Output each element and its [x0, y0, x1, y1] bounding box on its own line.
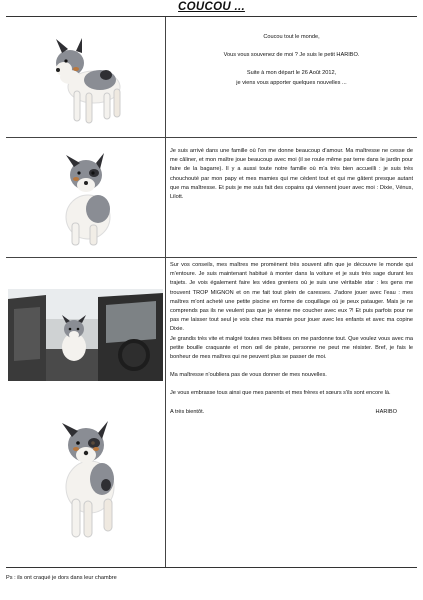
closing-text: A très bientôt.	[170, 408, 205, 415]
page-title: COUCOU ...	[178, 1, 245, 13]
news-paragraph: Ma maîtresse n'oubliera pas de vous donner de mes nouvelles.	[170, 372, 327, 379]
intro-line-2: Vous vous souvenez de moi ? Je suis le petit HARIBO.	[223, 52, 360, 59]
intro-line-1: Coucou tout le monde,	[263, 34, 320, 40]
puppy-photo-2	[6, 145, 165, 249]
hugs-paragraph: Je vous embrasse tous ainsi que mes parents et mes frères et sœurs s'ils sont encore là.	[170, 390, 391, 397]
column-divider	[165, 17, 166, 567]
signoff	[170, 408, 413, 417]
intro-text	[170, 33, 413, 88]
postscript: Ps : ils ont craqué je dors dans leur chambre	[6, 575, 117, 581]
family-text	[170, 147, 413, 202]
car-photo	[6, 289, 165, 381]
family-paragraph: Je suis arrivé dans une famille où l'on me donne beaucoup d'amour. Ma maîtresse ne cesse de me câliner, et mon maître joue beaucoup avec moi (il se roule même par terre dans le jardin pour faire de la bagarre). Il y a aussi toute notre famille où m'a très bien accueilli : je suis très chouchouté par mon papy et mes mamies qui me cèdent tout et qui me gâtent presque autant que ma maîtresse. Et puis je me suis fait des copains qui viennent jouer avec moi : Dixie, Vénus, Lilott.	[170, 148, 413, 201]
puppy-photo-3	[6, 401, 165, 543]
intro-line-3: Suite à mon départ le 26 Août 2012,	[246, 70, 337, 77]
row-divider	[6, 137, 417, 138]
signature: HARIBO	[375, 408, 397, 415]
growing-paragraph: Je grandis très vite et malgré toutes mes bêtises on me pardonne tout. Que voulez vous avec ma petite bouille craquante et mon œil de pirate, personne ne peut me résister. Bref, je fais le bonheur de mes maîtres qui ne peuvent plus se passer de moi.	[170, 335, 413, 361]
walks-paragraph: Sur vos conseils, mes maîtres me promènent très souvent afin que je découvre le monde qui m'entoure. Je suis maintenant habitué à monter dans la voiture et je suis très sage durant les trajets. Je vois également faire les vides greniers où je suis une véritable star : les gens me trouvent TROP MIGNON et on me fait tout plein de caresses. J'adore jouer avec l'eau : mes maîtres m'ont acheté une petite piscine en forme de coquillage où je peux patauger. Mais je ne comprends pas ils ne veulent pas que je vienne me coucher avec eux ?! Et puis parfois pour ne pas me laisser tout seul je vois chez ma mamie pour jouer avec les enfants et avec ma copine Dixie.	[170, 262, 413, 333]
puppy-photo-1	[6, 25, 165, 135]
row-divider	[6, 257, 417, 258]
news-text	[170, 261, 413, 417]
intro-line-4: je viens vous apporter quelques nouvelles ...	[236, 79, 347, 86]
letter-table	[6, 16, 417, 568]
